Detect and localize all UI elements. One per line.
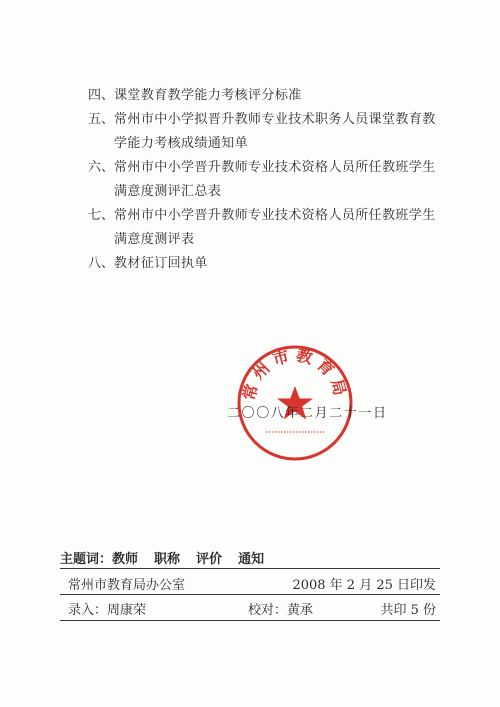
subject-keyword: 通知 <box>238 552 265 567</box>
divider-bottom <box>60 620 440 621</box>
issue-date: 二〇〇八年二月二十一日 <box>227 406 388 421</box>
attachment-title: 常州市中小学晋升教师专业技术资格人员所任教班学生满意度测评表 <box>114 208 436 247</box>
attachment-title: 教材征订回执单 <box>114 256 208 271</box>
attachment-item <box>88 156 448 204</box>
attachment-list <box>88 84 448 276</box>
issuing-office: 常州市教育局办公室 <box>68 578 186 593</box>
attachment-number: 四、 <box>88 88 115 103</box>
subject-terms <box>60 548 280 567</box>
attachment-title: 课堂教育教学能力考核评分标准 <box>114 88 302 103</box>
divider-top <box>60 568 440 569</box>
attachment-number: 六、 <box>88 160 115 175</box>
issuer-row <box>68 574 436 593</box>
divider-middle <box>60 594 440 595</box>
attachment-item <box>88 108 448 156</box>
footer-row <box>68 599 436 618</box>
attachment-item <box>88 204 448 252</box>
attachment-item <box>88 84 448 108</box>
seal-text: 常州市教育局 <box>239 345 351 403</box>
subject-keyword: 职称 <box>154 552 181 567</box>
copies-count: 共印 5 份 <box>380 603 436 618</box>
attachment-title: 常州市中小学晋升教师专业技术资格人员所任教班学生满意度测评汇总表 <box>114 160 436 199</box>
attachment-number: 七、 <box>88 208 115 223</box>
attachment-item <box>88 252 448 276</box>
subject-keyword: 教师 <box>112 552 139 567</box>
attachment-number: 八、 <box>88 256 115 271</box>
print-date: 2008 年 2 月 25 日印发 <box>292 578 436 593</box>
entry-person: 录入：周康荣 <box>68 603 147 618</box>
attachment-number: 五、 <box>88 112 115 127</box>
proofreader: 校对：黄承 <box>248 603 314 618</box>
subject-label: 主题词： <box>60 552 113 567</box>
subject-keyword: 评价 <box>196 552 223 567</box>
attachment-title: 常州市中小学拟晋升教师专业技术职务人员课堂教育教学能力考核成绩通知单 <box>114 112 436 151</box>
